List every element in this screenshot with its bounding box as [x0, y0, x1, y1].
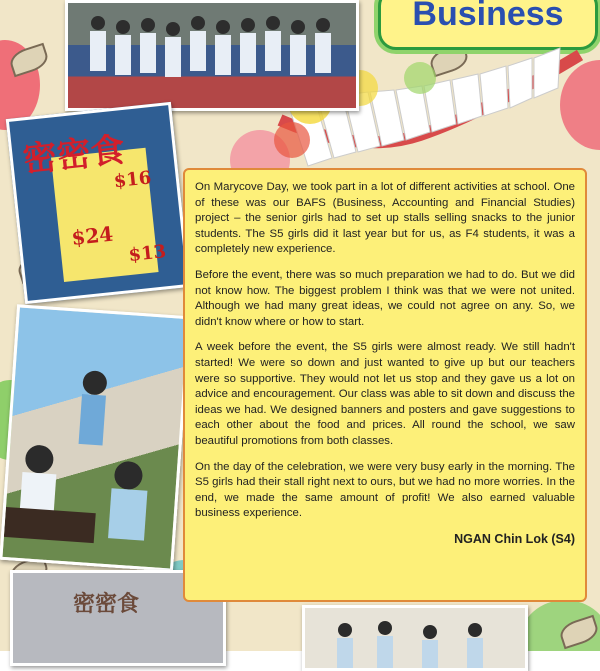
students-stall-photo — [0, 304, 191, 572]
poster-price: $24 — [70, 221, 115, 250]
poster-heading: 密密食 — [21, 130, 127, 181]
article-paragraph: On Marycove Day, we took part in a lot of different activities at school. One of these was our BAFS (Business, Accounting and Financial Studies) project – the senior girls had to set up stalls selling snacks to the junior students. The S5 girls did it last year but for us, as F4 students, it was a completely new experience. — [195, 181, 575, 256]
article-paragraph: A week before the event, the S5 girls were almost ready. We still hadn't started! We were so down and just wanted to give up but our teachers were so supportive. They would not let us stop and they gave us a lot on advice and encouragement. Our class was able to sit down and discuss the ideas we had. We designed banners and posters and gave suggestions to each other about the food and prices. All round the school, we saw beautiful promotions from both classes. — [195, 341, 575, 447]
group-photo-people — [68, 3, 356, 108]
stall-sign-text: 密密食 — [73, 591, 140, 617]
classroom-photo — [302, 605, 528, 671]
article-paragraph: On the day of the celebration, we were very busy early in the morning. The S5 girls had their stall right next to ours, but we had no more worries. In the end, we made the same amount of profit! We also earned valuable business experience. — [195, 460, 575, 520]
group-photo — [65, 0, 359, 111]
author-signature: NGAN Chin Lok (S4) — [454, 531, 575, 546]
page-title: Business — [412, 0, 564, 33]
poster-photo — [6, 102, 191, 304]
article-textbox — [183, 168, 587, 602]
students-figures — [2, 307, 187, 568]
article-paragraph: Before the event, there was so much preparation we had to do. But we did not know how. The biggest problem I think was that we were not united. Although we had many great ideas, we could not agree on any. So, we didn't know where or how to start. — [195, 268, 575, 328]
poster-price: $13 — [127, 241, 168, 267]
classroom-figures — [305, 608, 525, 668]
poster-price: $16 — [112, 167, 153, 193]
